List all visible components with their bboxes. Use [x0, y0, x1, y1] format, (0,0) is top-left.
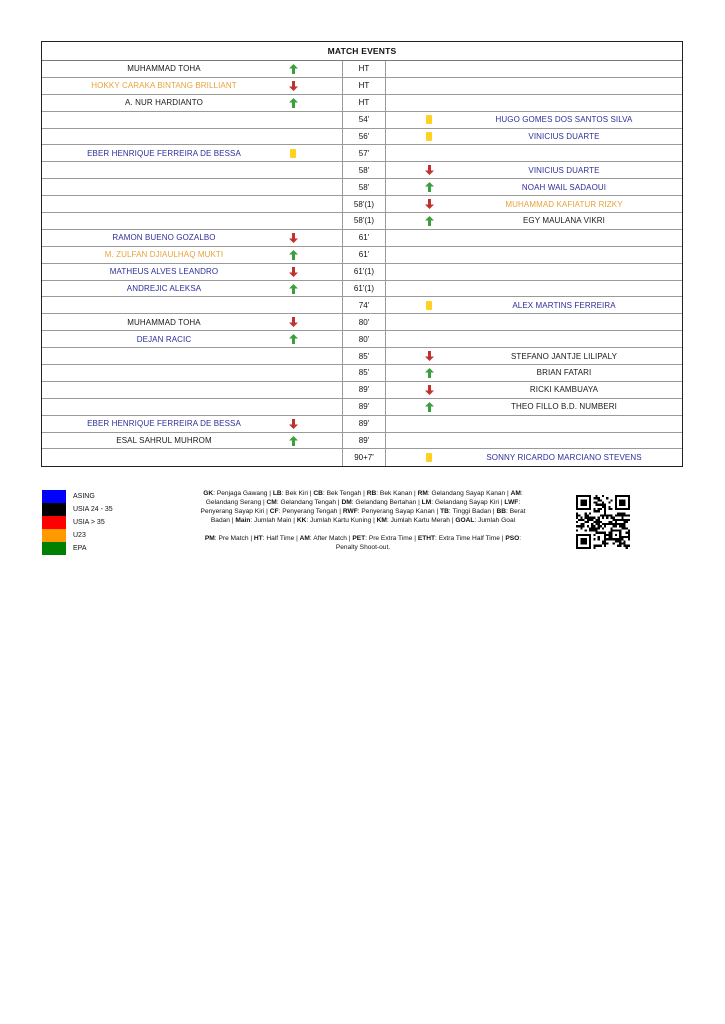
away-player-label: EGY MAULANA VIKRI	[522, 216, 606, 226]
event-row	[42, 331, 682, 348]
event-row	[42, 433, 682, 450]
away-player-name	[446, 416, 682, 432]
event-row	[42, 213, 682, 230]
away-player-label: RICKI KAMBUAYA	[529, 385, 599, 395]
empty-icon	[286, 297, 300, 313]
empty-icon	[286, 213, 300, 229]
substitution-out-arrow-icon	[286, 78, 300, 94]
legend-swatch	[42, 516, 66, 529]
abbr-key: RWF	[342, 508, 358, 516]
column-divider	[385, 348, 386, 364]
legend-item	[42, 503, 162, 516]
legend-label: ASING	[73, 493, 95, 500]
home-player-name	[42, 179, 286, 195]
abbr-key: AM	[510, 490, 521, 497]
abbr-key: PSO	[505, 535, 520, 543]
column-divider	[385, 61, 386, 77]
empty-icon	[422, 264, 436, 280]
home-player-name	[42, 95, 286, 111]
event-row	[42, 365, 682, 382]
home-player-label: ESAL SAHRUL MUHROM	[116, 436, 212, 446]
home-player-name	[42, 433, 286, 449]
empty-icon	[286, 179, 300, 195]
abbr-desc: Penyerang Sayap Kanan	[361, 508, 435, 516]
home-player-name	[42, 264, 286, 280]
abbr-desc: Berat Badan	[210, 508, 526, 525]
empty-icon	[286, 196, 300, 212]
yellow-card-icon	[422, 112, 436, 128]
abbr-desc: Penyerang Sayap Kiri	[200, 508, 265, 516]
abbr-key: AM	[299, 535, 310, 543]
event-row	[42, 145, 682, 162]
away-player-label: VINICIUS DUARTE	[528, 165, 600, 175]
away-player-name	[446, 213, 682, 229]
legend-item	[42, 529, 162, 542]
away-player-name	[446, 331, 682, 347]
away-player-name	[446, 247, 682, 263]
substitution-out-arrow-icon	[286, 264, 300, 280]
away-player-name	[446, 281, 682, 297]
home-player-name	[42, 399, 286, 415]
away-player-name	[446, 399, 682, 415]
column-divider	[385, 213, 386, 229]
home-player-label: RAMON BUENO GOZALBO	[112, 233, 216, 243]
event-time: 85'	[358, 351, 370, 361]
legend-label: USIA 24 - 35	[73, 506, 113, 513]
away-player-label: VINICIUS DUARTE	[528, 132, 600, 141]
away-player-name	[446, 314, 682, 330]
event-time: 61'(1)	[353, 284, 375, 294]
abbr-desc: Jumlah Kartu Kuning	[310, 517, 372, 525]
empty-icon	[422, 230, 436, 246]
event-time: HT	[358, 81, 370, 91]
yellow-card-icon	[422, 297, 436, 313]
event-row	[42, 112, 682, 129]
abbr-desc: Bek Tengah	[326, 490, 362, 497]
empty-icon	[286, 112, 300, 128]
away-player-name	[446, 61, 682, 77]
event-row	[42, 179, 682, 196]
abbr-desc: Tinggi Badan	[452, 508, 492, 516]
column-divider	[385, 196, 386, 212]
event-row	[42, 297, 682, 314]
time-abbreviations: PM: Pre Match | HT: Half Time | AM: After Match | PET: Pre Extra Time | ETHT: Extra Time Half Time | PSO: Penalty Shoot-out.	[204, 535, 522, 552]
event-time: 61'	[358, 250, 370, 260]
abbr-desc: Bek Kanan	[379, 490, 413, 497]
event-rows	[42, 61, 682, 466]
away-player-name	[446, 162, 682, 178]
column-divider	[385, 449, 386, 466]
substitution-in-arrow-icon	[286, 433, 300, 449]
positions-abbreviations: GK: Penjaga Gawang | LB: Bek Kiri | CB: Bek Tengah | RB: Bek Kanan | RM: Gelandang Sayap Kanan | AM: Gelandang Serang | CM: Gelandang Tengah | DM: Gelandang Bertahan | LM: Gelandang Sayap Kiri | LWF: Penyerang Sayap Kiri | CF: Penyerang Tengah | RWF: Penyerang Sayap Kanan | TB: Tinggi Badan | BB: Berat Badan | Main: Jumlah Main | KK: Jumlah Kartu Kuning | KM: Jumlah Kartu Merah | GOAL: Jumlah Goal	[200, 490, 526, 525]
event-time: 89'	[358, 436, 370, 446]
event-row	[42, 247, 682, 264]
away-player-name	[446, 365, 682, 381]
away-player-name	[446, 297, 682, 313]
table-title: MATCH EVENTS	[42, 42, 682, 61]
home-player-label: MUHAMMAD TOHA	[127, 64, 201, 74]
yellow-card-icon	[422, 129, 436, 145]
event-time: 89'	[358, 385, 370, 395]
abbr-desc: Gelandang Sayap Kanan	[431, 490, 506, 497]
empty-icon	[422, 247, 436, 263]
event-row	[42, 78, 682, 95]
abbr-key: RM	[417, 490, 428, 497]
abbr-desc: Extra Time Half Time	[438, 535, 500, 543]
substitution-out-arrow-icon	[422, 382, 436, 398]
event-time: HT	[358, 98, 370, 108]
substitution-out-arrow-icon	[286, 314, 300, 330]
away-player-label: MUHAMMAD KAFIATUR RIZKY	[505, 199, 623, 209]
abbr-desc: Half Time	[266, 535, 295, 543]
event-row	[42, 416, 682, 433]
abbr-desc: Jumlah Kartu Merah	[390, 517, 450, 525]
home-player-name	[42, 61, 286, 77]
column-divider	[385, 433, 386, 449]
empty-icon	[286, 365, 300, 381]
column-divider	[385, 129, 386, 145]
column-divider	[385, 399, 386, 415]
home-player-name	[42, 213, 286, 229]
home-player-label: M. ZULFAN DJIAULHAQ MUKTI	[104, 250, 224, 260]
abbr-key: LB	[272, 490, 282, 497]
event-time: 58'	[358, 182, 370, 192]
home-player-name	[42, 230, 286, 246]
empty-icon	[422, 78, 436, 94]
legend-item	[42, 490, 162, 503]
home-player-label: ANDREJIC ALEKSA	[126, 284, 202, 294]
empty-icon	[286, 129, 300, 145]
home-player-name	[42, 449, 286, 466]
home-player-name	[42, 247, 286, 263]
abbr-desc: Pre Extra Time	[368, 535, 413, 543]
abbr-key: CB	[313, 490, 323, 497]
event-time: 89'	[358, 419, 370, 429]
event-row	[42, 95, 682, 112]
home-player-name	[42, 314, 286, 330]
event-time: 85'	[358, 368, 370, 378]
home-player-label: EBER HENRIQUE FERREIRA DE BESSA	[87, 148, 241, 158]
column-divider	[385, 162, 386, 178]
empty-icon	[422, 433, 436, 449]
legend-swatch	[42, 529, 66, 542]
abbr-desc: Jumlah Goal	[478, 517, 516, 525]
abbr-key: PM	[204, 535, 215, 543]
home-player-label: MATHEUS ALVES LEANDRO	[109, 267, 219, 277]
abbr-key: KK	[296, 517, 307, 525]
away-player-label: SONNY RICARDO MARCIANO STEVENS	[486, 453, 642, 463]
column-divider	[385, 112, 386, 128]
away-player-name	[446, 230, 682, 246]
substitution-in-arrow-icon	[286, 61, 300, 77]
abbr-desc: After Match	[313, 535, 347, 543]
event-time: 58'	[358, 165, 370, 175]
substitution-in-arrow-icon	[422, 365, 436, 381]
abbreviations	[200, 489, 526, 562]
column-divider	[385, 230, 386, 246]
abbr-key: DM	[341, 499, 352, 507]
substitution-out-arrow-icon	[286, 416, 300, 432]
abbr-key: CF	[269, 508, 279, 516]
column-divider	[385, 179, 386, 195]
home-player-name	[42, 365, 286, 381]
event-row	[42, 449, 682, 466]
substitution-in-arrow-icon	[286, 281, 300, 297]
abbr-desc: Penyerang Tengah	[282, 508, 338, 516]
away-player-name	[446, 95, 682, 111]
away-player-label: THEO FILLO B.D. NUMBERI	[511, 402, 617, 412]
home-player-name	[42, 162, 286, 178]
yellow-card-icon	[422, 449, 436, 466]
abbr-desc: Penalty Shoot-out.	[335, 544, 391, 552]
substitution-out-arrow-icon	[422, 196, 436, 212]
legend-swatch	[42, 490, 66, 503]
event-time: 61'	[358, 233, 370, 243]
substitution-out-arrow-icon	[422, 348, 436, 364]
abbr-desc: Pre Match	[218, 535, 249, 543]
substitution-out-arrow-icon	[422, 162, 436, 178]
home-player-label: MUHAMMAD TOHA	[127, 317, 201, 327]
substitution-in-arrow-icon	[422, 213, 436, 229]
away-player-name	[446, 129, 682, 145]
substitution-in-arrow-icon	[286, 331, 300, 347]
event-row	[42, 61, 682, 78]
empty-icon	[286, 449, 300, 466]
home-player-name	[42, 112, 286, 128]
abbr-key: LWF	[504, 499, 519, 507]
column-divider	[385, 78, 386, 94]
legend-label: USIA > 35	[73, 519, 105, 526]
yellow-card-icon	[286, 145, 300, 161]
column-divider	[385, 382, 386, 398]
substitution-in-arrow-icon	[422, 179, 436, 195]
empty-icon	[422, 331, 436, 347]
home-player-label: DEJAN RACIC	[136, 334, 192, 344]
home-player-name	[42, 78, 286, 94]
away-player-label: NOAH WAIL SADAOUI	[521, 182, 607, 192]
away-player-name	[446, 264, 682, 280]
event-row	[42, 382, 682, 399]
event-time: 89'	[358, 402, 370, 412]
event-row	[42, 196, 682, 213]
empty-icon	[422, 281, 436, 297]
away-player-name	[446, 112, 682, 128]
substitution-in-arrow-icon	[422, 399, 436, 415]
legend-item	[42, 516, 162, 529]
abbr-desc: Gelandang Serang	[205, 499, 262, 507]
event-time: 80'	[358, 334, 370, 344]
home-player-name	[42, 348, 286, 364]
home-player-name	[42, 145, 286, 161]
away-player-name	[446, 449, 682, 466]
abbr-key: BB	[496, 508, 507, 516]
abbr-key: HT	[253, 535, 263, 543]
abbr-desc: Gelandang Sayap Kiri	[434, 499, 500, 507]
empty-icon	[422, 95, 436, 111]
abbr-key: ETHT	[417, 535, 436, 543]
qr-code	[576, 495, 630, 549]
home-player-label: A. NUR HARDIANTO	[125, 98, 203, 108]
home-player-label: EBER HENRIQUE FERREIRA DE BESSA	[87, 419, 241, 429]
home-player-name	[42, 297, 286, 313]
empty-icon	[286, 399, 300, 415]
away-player-name	[446, 348, 682, 364]
abbr-key: GOAL	[455, 517, 475, 525]
abbr-key: KM	[376, 517, 387, 525]
abbr-key: Main	[235, 517, 251, 525]
home-player-name	[42, 281, 286, 297]
away-player-name	[446, 196, 682, 212]
away-player-name	[446, 433, 682, 449]
substitution-in-arrow-icon	[286, 247, 300, 263]
event-row	[42, 230, 682, 247]
away-player-name	[446, 78, 682, 94]
column-divider	[385, 145, 386, 161]
legend-label: EPA	[73, 545, 87, 552]
event-time: 80'	[358, 317, 370, 327]
event-row	[42, 399, 682, 416]
column-divider	[385, 314, 386, 330]
home-player-name	[42, 196, 286, 212]
event-row	[42, 314, 682, 331]
event-time: 90+7'	[354, 453, 374, 463]
column-divider	[385, 247, 386, 263]
abbr-key: TB	[440, 508, 449, 516]
abbr-key: LM	[421, 499, 432, 507]
abbr-desc: Gelandang Tengah	[280, 499, 337, 507]
empty-icon	[422, 61, 436, 77]
event-time: HT	[358, 64, 370, 74]
away-player-name	[446, 179, 682, 195]
legend-swatch	[42, 503, 66, 516]
empty-icon	[422, 416, 436, 432]
legend-item	[42, 542, 162, 555]
empty-icon	[286, 348, 300, 364]
away-player-name	[446, 382, 682, 398]
column-divider	[385, 365, 386, 381]
home-player-name	[42, 331, 286, 347]
event-time: 56'	[358, 132, 370, 141]
abbr-key: RB	[366, 490, 377, 497]
legend-swatch	[42, 542, 66, 555]
event-row	[42, 348, 682, 365]
column-divider	[385, 95, 386, 111]
away-player-name	[446, 145, 682, 161]
event-row	[42, 162, 682, 179]
abbr-desc: Penjaga Gawang	[216, 490, 268, 497]
event-time: 74'	[358, 300, 370, 310]
away-player-label: HUGO GOMES DOS SANTOS SILVA	[495, 115, 633, 125]
home-player-name	[42, 382, 286, 398]
legend-label: U23	[73, 532, 86, 539]
home-player-name	[42, 416, 286, 432]
event-row	[42, 129, 682, 146]
column-divider	[385, 264, 386, 280]
event-time: 57'	[358, 148, 370, 158]
match-events-table	[41, 41, 683, 467]
event-time: 54'	[358, 115, 370, 125]
home-player-name	[42, 129, 286, 145]
abbr-desc: Jumlah Main	[254, 517, 292, 525]
abbr-desc: Gelandang Bertahan	[355, 499, 417, 507]
event-time: 58'(1)	[353, 216, 375, 226]
abbr-key: PET	[352, 535, 366, 543]
event-row	[42, 281, 682, 298]
away-player-label: STEFANO JANTJE LILIPALY	[510, 351, 618, 361]
abbr-desc: Bek Kiri	[285, 490, 309, 497]
column-divider	[385, 281, 386, 297]
event-time: 61'(1)	[353, 267, 375, 277]
event-row	[42, 264, 682, 281]
home-player-label: HOKKY CARAKA BINTANG BRILLIANT	[91, 81, 237, 91]
substitution-out-arrow-icon	[286, 230, 300, 246]
away-player-label: ALEX MARTINS FERREIRA	[512, 300, 616, 310]
column-divider	[385, 416, 386, 432]
empty-icon	[286, 382, 300, 398]
column-divider	[385, 297, 386, 313]
empty-icon	[286, 162, 300, 178]
substitution-in-arrow-icon	[286, 95, 300, 111]
empty-icon	[422, 145, 436, 161]
abbr-key: CM	[266, 499, 277, 507]
column-divider	[385, 331, 386, 347]
empty-icon	[422, 314, 436, 330]
abbr-key: GK	[203, 490, 214, 497]
legend	[42, 490, 162, 555]
event-time: 58'(1)	[353, 199, 375, 209]
away-player-label: BRIAN FATARI	[536, 368, 592, 378]
